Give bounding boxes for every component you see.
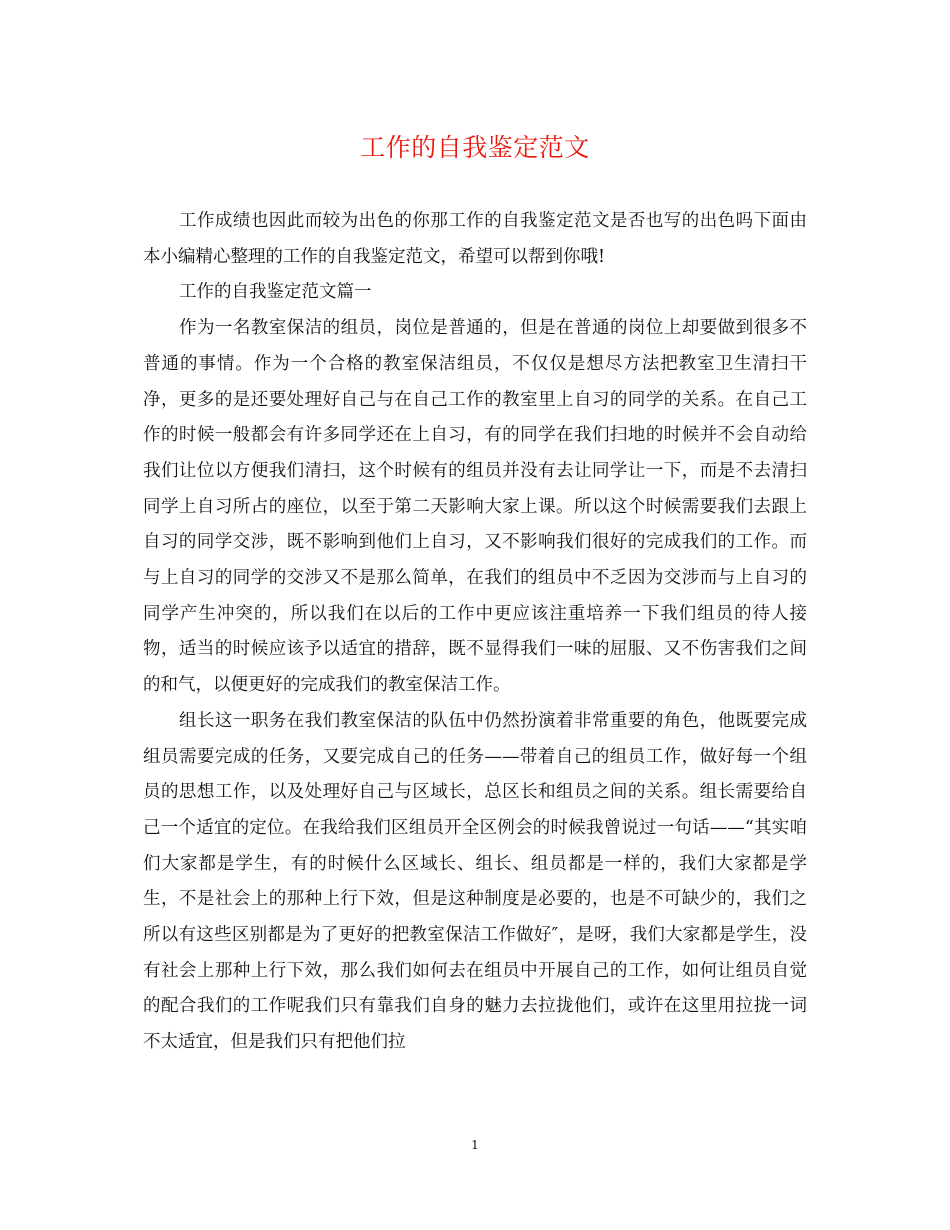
document-body bbox=[143, 204, 807, 1061]
body-paragraph: 作为一名教室保洁的组员，岗位是普通的，但是在普通的岗位上却要做到很多不普通的事情。作为一个合格的教室保洁组员，不仅仅是想尽方法把教室卫生清扫干净，更多的是还要处理好自己与在自己工作的教室里上自习的同学的关系。在自己工作的时候一般都会有许多同学还在上自习，有的同学在我们扫地的时候并不会自动给我们让位以方便我们清扫，这个时候有的组员并没有去让同学让一下，而是不去清扫同学上自习所占的座位，以至于第二天影响大家上课。所以这个时候需要我们去跟上自习的同学交涉，既不影响到他们上自习，又不影响我们很好的完成我们的工作。而与上自习的同学的交涉又不是那么简单，在我们的组员中不乏因为交涉而与上自习的同学产生冲突的，所以我们在以后的工作中更应该注重培养一下我们组员的待人接物，适当的时候应该予以适宜的措辞，既不显得我们一味的屈服、又不伤害我们之间的和气，以便更好的完成我们的教室保洁工作。 bbox=[143, 318, 807, 696]
intro-paragraph: 工作成绩也因此而较为出色的你那工作的自我鉴定范文是否也写的出色吗下面由本小编精心整理的工作的自我鉴定范文，希望可以帮到你哦! bbox=[143, 211, 807, 267]
page-number: 1 bbox=[471, 1138, 479, 1152]
body-paragraph: 组长这一职务在我们教室保洁的队伍中仍然扮演着非常重要的角色，他既要完成组员需要完成的任务，又要完成自己的任务——带着自己的组员工作，做好每一个组员的思想工作，以及处理好自己与区域长，总区长和组员之间的关系。组长需要给自己一个适宜的定位。在我给我们区组员开全区例会的时候我曾说过一句话——“其实咱们大家都是学生，有的时候什么区域长、组长、组员都是一样的，我们大家都是学生，不是社会上的那种上行下效，但是这种制度是必要的，也是不可缺少的，我们之所以有这些区别都是为了更好的把教室保洁工作做好″，是呀，我们大家都是学生，没有社会上那种上行下效，那么我们如何去在组员中开展自己的工作，如何让组员自觉的配合我们的工作呢我们只有靠我们自身的魅力去拉拢他们，或许在这里用拉拢一词不太适宜，但是我们只有把他们拉 bbox=[143, 710, 807, 1053]
document-title: 工作的自我鉴定范文 bbox=[360, 133, 590, 162]
section-heading: 工作的自我鉴定范文篇一 bbox=[179, 282, 372, 303]
